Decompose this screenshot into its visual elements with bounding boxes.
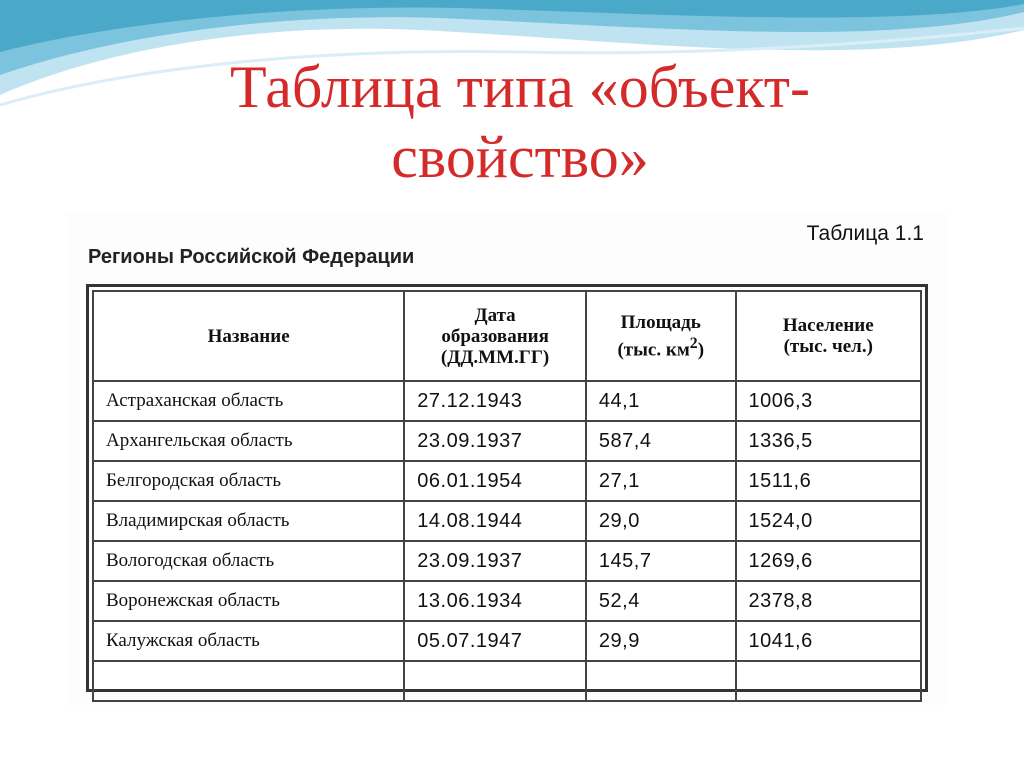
cell-area: 27,1 <box>586 461 736 501</box>
header-area-unit: (тыс. км <box>617 339 690 361</box>
table-row <box>93 581 921 621</box>
header-date-line-1: Дата <box>474 304 516 326</box>
cell-date: 05.07.1947 <box>404 621 586 661</box>
header-population-line-2: (тыс. чел.) <box>783 336 873 357</box>
slide-title-line-1: Таблица типа «объект- <box>230 54 810 120</box>
table-caption: Регионы Российской Федерации <box>88 246 415 268</box>
cell-date: 06.01.1954 <box>404 461 586 501</box>
table-row <box>93 621 921 661</box>
table-row <box>93 501 921 541</box>
cell-name: Белгородская область <box>93 461 404 501</box>
cell-area: 145,7 <box>586 541 736 581</box>
table-number: Таблица 1.1 <box>806 222 924 245</box>
cell-name: Архангельская область <box>93 421 404 461</box>
cell-population: 1336,5 <box>736 421 921 461</box>
cell-area: 587,4 <box>586 421 736 461</box>
cell-population <box>736 661 921 701</box>
header-area-exponent: 2 <box>689 334 698 352</box>
cell-population: 2378,8 <box>736 581 921 621</box>
cell-area <box>586 661 736 701</box>
table-row <box>93 661 921 701</box>
scanned-table-image <box>66 212 948 705</box>
cell-area: 52,4 <box>586 581 736 621</box>
cell-area: 29,0 <box>586 501 736 541</box>
cell-population: 1006,3 <box>736 381 921 421</box>
header-date-line-3: (ДД.ММ.ГГ) <box>440 346 550 368</box>
cell-population: 1041,6 <box>736 621 921 661</box>
table-row <box>93 421 921 461</box>
cell-name: Астраханская область <box>93 381 404 421</box>
cell-name <box>93 661 404 701</box>
cell-area: 29,9 <box>586 621 736 661</box>
header-area-line-2 <box>593 333 729 360</box>
header-area-line-1: Площадь <box>620 311 701 333</box>
table-row <box>93 541 921 581</box>
header-date-line-2: образования <box>441 325 549 347</box>
cell-population: 1524,0 <box>736 501 921 541</box>
cell-name: Владимирская область <box>93 501 404 541</box>
slide-title <box>110 52 930 192</box>
header-area-close: ) <box>697 339 705 361</box>
cell-name: Воронежская область <box>93 581 404 621</box>
cell-date <box>404 661 586 701</box>
table-row <box>93 461 921 501</box>
table-row <box>93 381 921 421</box>
header-area <box>586 291 736 381</box>
cell-date: 13.06.1934 <box>404 581 586 621</box>
cell-population: 1269,6 <box>736 541 921 581</box>
cell-date: 23.09.1937 <box>404 541 586 581</box>
header-name <box>93 291 404 381</box>
cell-area: 44,1 <box>586 381 736 421</box>
cell-date: 23.09.1937 <box>404 421 586 461</box>
header-population <box>736 291 921 381</box>
table-header-row <box>93 291 921 381</box>
header-population-line-1: Население <box>782 315 874 336</box>
header-date <box>404 291 586 381</box>
cell-date: 27.12.1943 <box>404 381 586 421</box>
slide-title-line-2: свойство» <box>391 124 649 190</box>
cell-name: Калужская область <box>93 621 404 661</box>
cell-population: 1511,6 <box>736 461 921 501</box>
header-name-label: Название <box>207 325 290 347</box>
regions-table <box>92 290 922 702</box>
table-frame <box>86 284 928 692</box>
cell-date: 14.08.1944 <box>404 501 586 541</box>
cell-name: Вологодская область <box>93 541 404 581</box>
table-body <box>93 381 921 701</box>
